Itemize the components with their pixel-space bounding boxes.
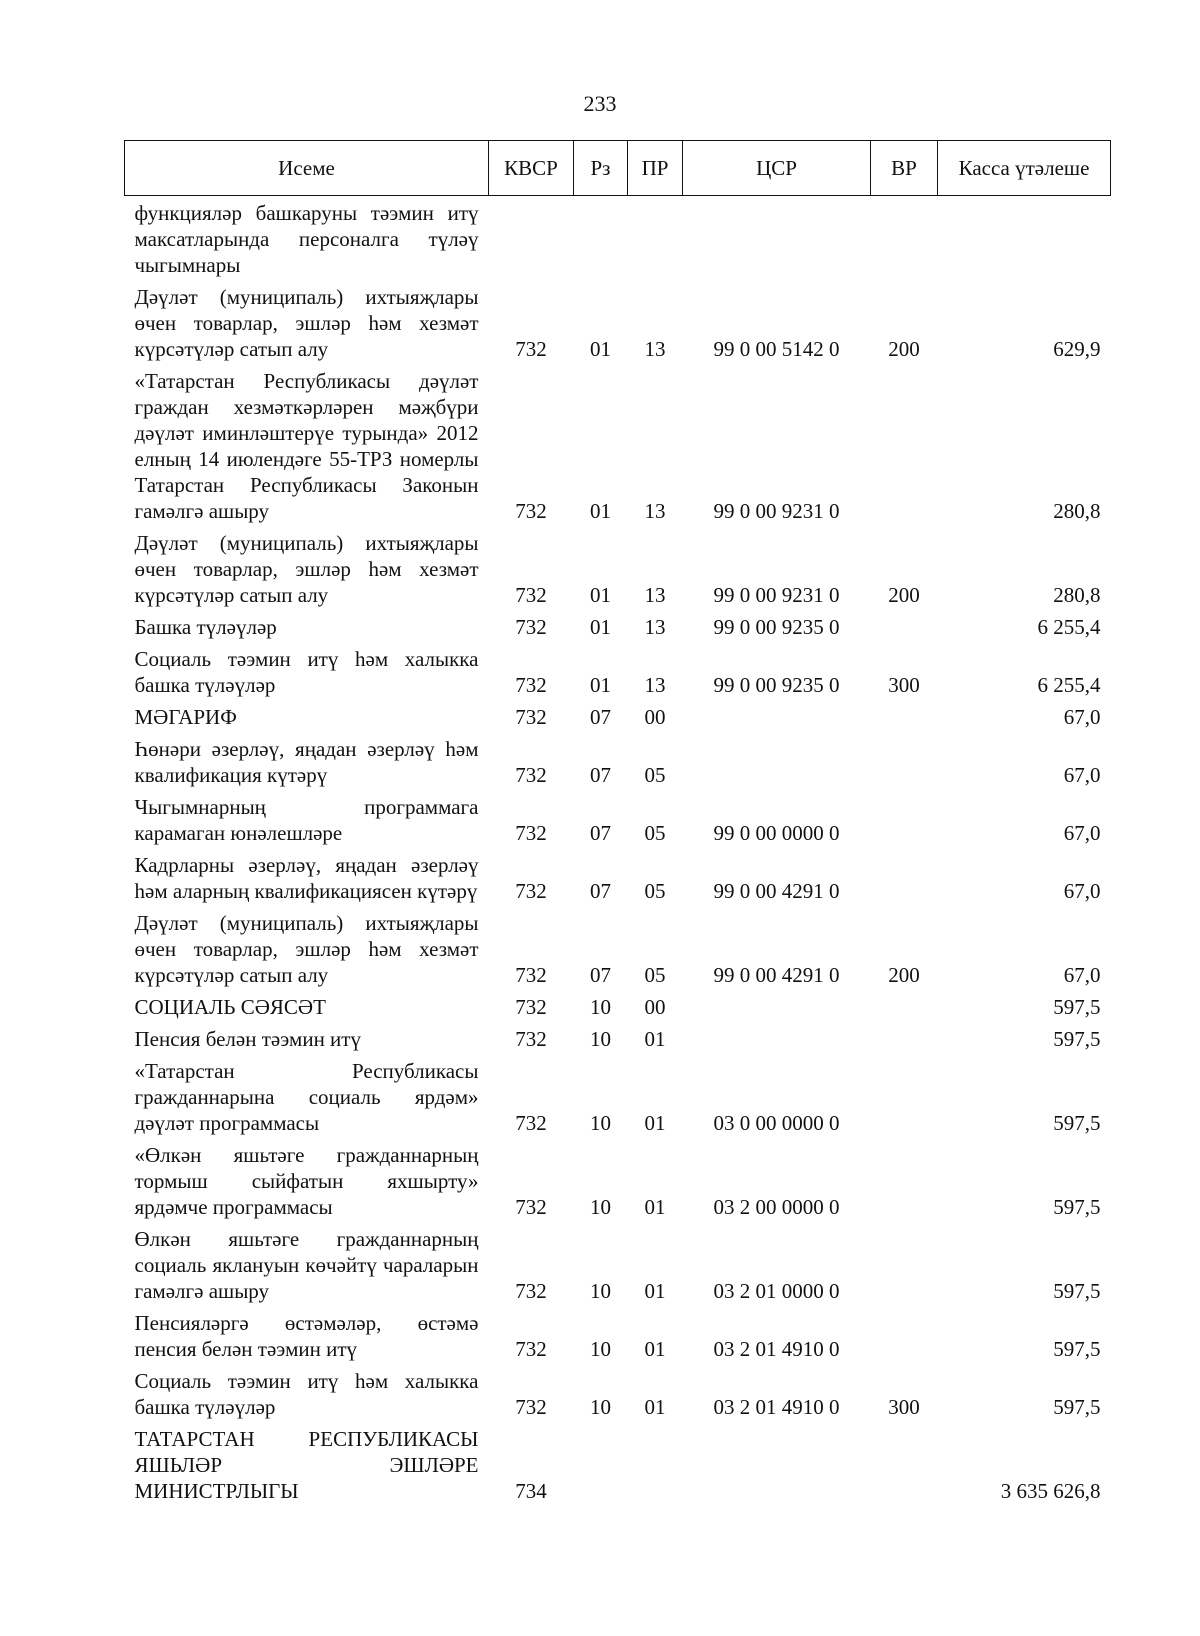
cell-name: МӘГАРИФ [134, 705, 237, 729]
table-row [125, 790, 1111, 848]
cell-pr: 13 [644, 673, 666, 697]
cell-rz: 07 [590, 705, 611, 729]
cell-vr [871, 732, 938, 790]
cell-pr [628, 196, 683, 281]
cell-rz: 10 [590, 1195, 611, 1219]
cell-csr [683, 700, 871, 732]
cell-name: Пенсияләргә өстәмәләр, өстәмә пенсия белән тәэмин итү [134, 1311, 479, 1361]
cell-kvsr: 732 [515, 337, 547, 361]
cell-kvsr: 732 [515, 705, 547, 729]
cell-kvsr: 732 [515, 1395, 547, 1419]
cell-kvsr: 732 [515, 1195, 547, 1219]
table-row [125, 700, 1111, 732]
cell-vr [871, 610, 938, 642]
cell-kvsr: 734 [515, 1479, 547, 1503]
cell-rz: 10 [590, 1111, 611, 1135]
cell-pr: 01 [644, 1279, 666, 1303]
cell-pr: 13 [644, 499, 666, 523]
cell-pr: 05 [644, 763, 666, 787]
cell-rz: 10 [590, 1395, 611, 1419]
cell-name: «Татарстан Республикасы гражданнарына социаль ярдәм» дәүләт программасы [134, 1059, 479, 1135]
cell-vr: 300 [888, 1395, 920, 1419]
column-header-rz: Рз [574, 141, 628, 196]
cell-kvsr: 732 [515, 583, 547, 607]
cell-amount: 597,5 [1053, 995, 1101, 1019]
cell-name: Һөнәри әзерләү, яңадан әзерләү һәм квалификация күтәрү [134, 737, 479, 787]
cell-vr: 300 [888, 673, 920, 697]
cell-amount: 597,5 [1053, 1395, 1101, 1419]
cell-name: Кадрларны әзерләү, яңадан әзерләү һәм аларның квалификациясен күтәрү [134, 853, 479, 903]
cell-csr [683, 732, 871, 790]
cell-amount: 629,9 [1053, 337, 1101, 361]
cell-vr: 200 [888, 337, 920, 361]
table-row [125, 732, 1111, 790]
cell-csr: 99 0 00 0000 0 [713, 821, 840, 845]
cell-name: «Татарстан Республикасы дәүләт граждан хезмәткәрләрен мәҗбүри дәүләт иминләштерүе турында» 2012 елның 14 июлендәге 55-ТРЗ номерлы Татарстан Республикасы Законын гамәлгә ашыру [134, 369, 479, 523]
cell-amount: 597,5 [1053, 1027, 1101, 1051]
table-row [125, 1222, 1111, 1306]
cell-vr [871, 196, 938, 281]
cell-kvsr: 732 [515, 763, 547, 787]
cell-amount: 67,0 [1063, 821, 1101, 845]
cell-pr: 13 [644, 337, 666, 361]
cell-amount: 67,0 [1063, 705, 1101, 729]
cell-kvsr: 732 [515, 615, 547, 639]
cell-csr: 99 0 00 9235 0 [713, 615, 840, 639]
table-row [125, 1138, 1111, 1222]
cell-vr [871, 1054, 938, 1138]
cell-csr: 03 2 01 4910 0 [713, 1395, 840, 1419]
cell-csr: 99 0 00 4291 0 [713, 963, 840, 987]
cell-vr: 200 [888, 583, 920, 607]
cell-vr [871, 700, 938, 732]
cell-rz [574, 1422, 628, 1506]
cell-pr: 05 [644, 879, 666, 903]
table-row [125, 848, 1111, 906]
cell-name: СОЦИАЛЬ СӘЯСӘТ [134, 995, 326, 1019]
cell-kvsr: 732 [515, 1279, 547, 1303]
cell-amount: 280,8 [1053, 583, 1101, 607]
cell-amount: 6 255,4 [1037, 615, 1101, 639]
cell-rz: 01 [590, 499, 611, 523]
cell-rz [574, 196, 628, 281]
cell-pr [628, 1422, 683, 1506]
cell-kvsr: 732 [515, 821, 547, 845]
page-number: 233 [583, 91, 617, 116]
cell-kvsr [489, 196, 574, 281]
cell-name: «Өлкән яшьтәге гражданнарның тормыш сыйфатын яхшырту» ярдәмче программасы [134, 1143, 479, 1219]
table-body [125, 196, 1111, 1507]
cell-kvsr: 732 [515, 1337, 547, 1361]
cell-csr: 99 0 00 9231 0 [713, 499, 840, 523]
cell-name: Пенсия белән тәэмин итү [134, 1027, 361, 1051]
cell-pr: 01 [644, 1395, 666, 1419]
cell-amount: 280,8 [1053, 499, 1101, 523]
cell-rz: 07 [590, 879, 611, 903]
cell-name: ТАТАРСТАН РЕСПУБЛИКАСЫ ЯШЬЛӘР ЭШЛӘРЕ МИНИСТРЛЫГЫ [134, 1427, 479, 1503]
cell-name: Дәүләт (муниципаль) ихтыяҗлары өчен товарлар, эшләр һәм хезмәт күрсәтүләр сатып алу [134, 285, 479, 361]
cell-csr: 99 0 00 5142 0 [713, 337, 840, 361]
cell-kvsr: 732 [515, 673, 547, 697]
cell-pr: 13 [644, 583, 666, 607]
cell-vr [871, 364, 938, 526]
cell-pr: 01 [644, 1111, 666, 1135]
table-row [125, 1054, 1111, 1138]
cell-kvsr: 732 [515, 879, 547, 903]
column-header-csr: ЦСР [683, 141, 871, 196]
cell-rz: 10 [590, 1337, 611, 1361]
table-row [125, 196, 1111, 281]
cell-kvsr: 732 [515, 499, 547, 523]
column-header-vr: ВР [871, 141, 938, 196]
table-row [125, 1022, 1111, 1054]
cell-vr [871, 1138, 938, 1222]
table-row [125, 280, 1111, 364]
cell-name: Дәүләт (муниципаль) ихтыяҗлары өчен товарлар, эшләр һәм хезмәт күрсәтүләр сатып алу [134, 531, 479, 607]
cell-rz: 10 [590, 1027, 611, 1051]
cell-pr: 01 [644, 1195, 666, 1219]
cell-vr [871, 790, 938, 848]
table-row [125, 526, 1111, 610]
cell-amount: 597,5 [1053, 1337, 1101, 1361]
cell-name: функцияләр башкаруны тәэмин итү максатларында персоналга түләү чыгымнары [134, 201, 479, 277]
cell-vr [871, 1306, 938, 1364]
cell-name: Социаль тәэмин итү һәм халыкка башка түләүләр [134, 1369, 479, 1419]
cell-vr [871, 848, 938, 906]
cell-rz: 01 [590, 583, 611, 607]
cell-rz: 10 [590, 995, 611, 1019]
cell-csr: 99 0 00 9231 0 [713, 583, 840, 607]
cell-csr: 03 2 01 4910 0 [713, 1337, 840, 1361]
cell-amount: 3 635 626,8 [1000, 1479, 1101, 1503]
cell-rz: 07 [590, 963, 611, 987]
cell-pr: 01 [644, 1027, 666, 1051]
cell-pr: 05 [644, 963, 666, 987]
cell-rz: 10 [590, 1279, 611, 1303]
cell-csr [683, 1022, 871, 1054]
cell-amount: 67,0 [1063, 879, 1101, 903]
column-header-kvsr: КВСР [489, 141, 574, 196]
cell-pr: 01 [644, 1337, 666, 1361]
table-row [125, 990, 1111, 1022]
table-header [125, 141, 1111, 196]
cell-vr [871, 1422, 938, 1506]
cell-vr [871, 1022, 938, 1054]
cell-kvsr: 732 [515, 963, 547, 987]
cell-csr: 99 0 00 4291 0 [713, 879, 840, 903]
cell-csr [683, 990, 871, 1022]
cell-rz: 07 [590, 763, 611, 787]
cell-kvsr: 732 [515, 1027, 547, 1051]
column-header-name: Исеме [125, 141, 489, 196]
column-header-amount: Касса үтәлеше [938, 141, 1111, 196]
cell-vr: 200 [888, 963, 920, 987]
cell-csr: 03 2 00 0000 0 [713, 1195, 840, 1219]
cell-name: Башка түләүләр [134, 615, 277, 639]
table-row [125, 1422, 1111, 1506]
cell-vr [871, 1222, 938, 1306]
cell-rz: 01 [590, 615, 611, 639]
column-header-pr: ПР [628, 141, 683, 196]
cell-amount: 597,5 [1053, 1279, 1101, 1303]
cell-csr: 99 0 00 9235 0 [713, 673, 840, 697]
cell-kvsr: 732 [515, 995, 547, 1019]
cell-pr: 00 [644, 995, 666, 1019]
cell-name: Социаль тәэмин итү һәм халыкка башка түләүләр [134, 647, 479, 697]
table-row [125, 1364, 1111, 1422]
cell-csr [683, 1422, 871, 1506]
cell-pr: 00 [644, 705, 666, 729]
cell-vr [871, 990, 938, 1022]
table-row [125, 364, 1111, 526]
cell-amount: 597,5 [1053, 1195, 1101, 1219]
budget-table [124, 140, 1111, 1506]
cell-pr: 05 [644, 821, 666, 845]
cell-csr: 03 2 01 0000 0 [713, 1279, 840, 1303]
cell-rz: 07 [590, 821, 611, 845]
cell-name: Дәүләт (муниципаль) ихтыяҗлары өчен товарлар, эшләр һәм хезмәт күрсәтүләр сатып алу [134, 911, 479, 987]
cell-csr [683, 196, 871, 281]
cell-name: Чыгымнарның программага карамаган юнәлешләре [134, 795, 479, 845]
cell-kvsr: 732 [515, 1111, 547, 1135]
table-row [125, 906, 1111, 990]
cell-amount [938, 196, 1111, 281]
cell-amount: 597,5 [1053, 1111, 1101, 1135]
cell-rz: 01 [590, 673, 611, 697]
cell-rz: 01 [590, 337, 611, 361]
table-row [125, 1306, 1111, 1364]
table-row [125, 642, 1111, 700]
cell-amount: 67,0 [1063, 963, 1101, 987]
cell-amount: 67,0 [1063, 763, 1101, 787]
cell-name: Өлкән яшьтәге гражданнарның социаль яклануын көчәйтү чараларын гамәлгә ашыру [134, 1227, 479, 1303]
cell-amount: 6 255,4 [1037, 673, 1101, 697]
cell-pr: 13 [644, 615, 666, 639]
table-row [125, 610, 1111, 642]
cell-csr: 03 0 00 0000 0 [713, 1111, 840, 1135]
